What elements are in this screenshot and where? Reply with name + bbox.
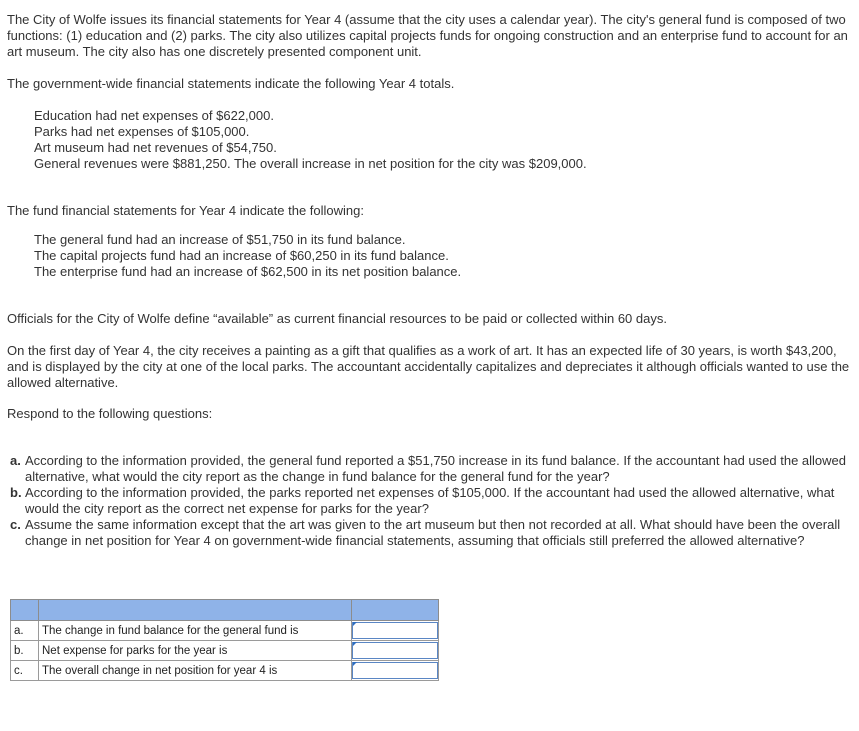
answer-row-b	[11, 641, 439, 661]
answer-input-b[interactable]	[352, 642, 438, 659]
fund-item-general: The general fund had an increase of $51,750 in its fund balance.	[34, 232, 406, 247]
answer-input-c[interactable]	[352, 662, 438, 679]
question-label: c.	[10, 517, 21, 532]
question-c	[10, 517, 853, 549]
gov-wide-list	[34, 108, 587, 172]
answer-row-label: b.	[11, 641, 39, 661]
answer-row-text: The overall change in net position for year 4 is	[39, 661, 352, 681]
fund-item-enterprise: The enterprise fund had an increase of $62,500 in its net position balance.	[34, 264, 462, 279]
answer-row-text: Net expense for parks for the year is	[39, 641, 352, 661]
answer-table	[10, 599, 439, 681]
answer-row-label: c.	[11, 661, 39, 681]
fund-item-capital-projects: The capital projects fund had an increase of $60,250 in its fund balance.	[34, 248, 449, 263]
question-text: According to the information provided, the parks reported net expenses of $105,000. If the accountant had used the allowed alternative, what would the city report as the correct net expense for parks for the year?	[25, 485, 835, 516]
question-a	[10, 453, 853, 485]
fund-list	[34, 232, 461, 280]
answer-row-a	[11, 621, 439, 641]
input-corner-marker	[353, 642, 357, 646]
gov-wide-item-art-museum: Art museum had net revenues of $54,750.	[34, 140, 277, 155]
question-label: a.	[10, 453, 21, 468]
respond-instruction: Respond to the following questions:	[7, 406, 213, 421]
gov-wide-item-parks: Parks had net expenses of $105,000.	[34, 124, 250, 139]
input-corner-marker	[353, 662, 357, 666]
answer-table-header	[11, 600, 439, 621]
painting-paragraph: On the first day of Year 4, the city receives a painting as a gift that qualifies as a work of art. It has an expected life of 30 years, is worth $43,200, and is displayed by the city at one of the local parks. The accountant accidentally capitalizes and depreciates it although officials wanted to use the allowed alternative.	[7, 343, 850, 390]
question-text: According to the information provided, the general fund reported a $51,750 increase in its fund balance. If the accountant had used the allowed alternative, what would the city report as the change in fund balance for the general fund for the year?	[25, 453, 846, 484]
input-corner-marker	[353, 622, 357, 626]
answer-row-c	[11, 661, 439, 681]
question-text: Assume the same information except that the art was given to the art museum but then not recorded at all. What should have been the overall change in net position for Year 4 on government-wide financial statements, assuming that officials still preferred the allowed alternative?	[25, 517, 841, 548]
answer-row-text: The change in fund balance for the general fund is	[39, 621, 352, 641]
gov-wide-item-education: Education had net expenses of $622,000.	[34, 108, 274, 123]
fund-intro: The fund financial statements for Year 4 indicate the following:	[7, 203, 364, 218]
answer-input-a[interactable]	[352, 622, 438, 639]
question-list	[10, 453, 853, 549]
question-b	[10, 485, 853, 517]
answer-row-label: a.	[11, 621, 39, 641]
intro-paragraph: The City of Wolfe issues its financial statements for Year 4 (assume that the city uses a calendar year). The city's general fund is composed of two functions: (1) education and (2) parks. The city also utilizes capital projects funds for ongoing construction and an enterprise fund to account for an art museum. The city also has one discretely presented component unit.	[7, 12, 848, 59]
available-definition: Officials for the City of Wolfe define “available” as current financial resources to be paid or collected within 60 days.	[7, 311, 667, 326]
gov-wide-intro: The government-wide financial statements indicate the following Year 4 totals.	[7, 76, 455, 91]
question-label: b.	[10, 485, 22, 500]
gov-wide-item-general-revenues: General revenues were $881,250. The overall increase in net position for the city was $209,000.	[34, 156, 587, 171]
